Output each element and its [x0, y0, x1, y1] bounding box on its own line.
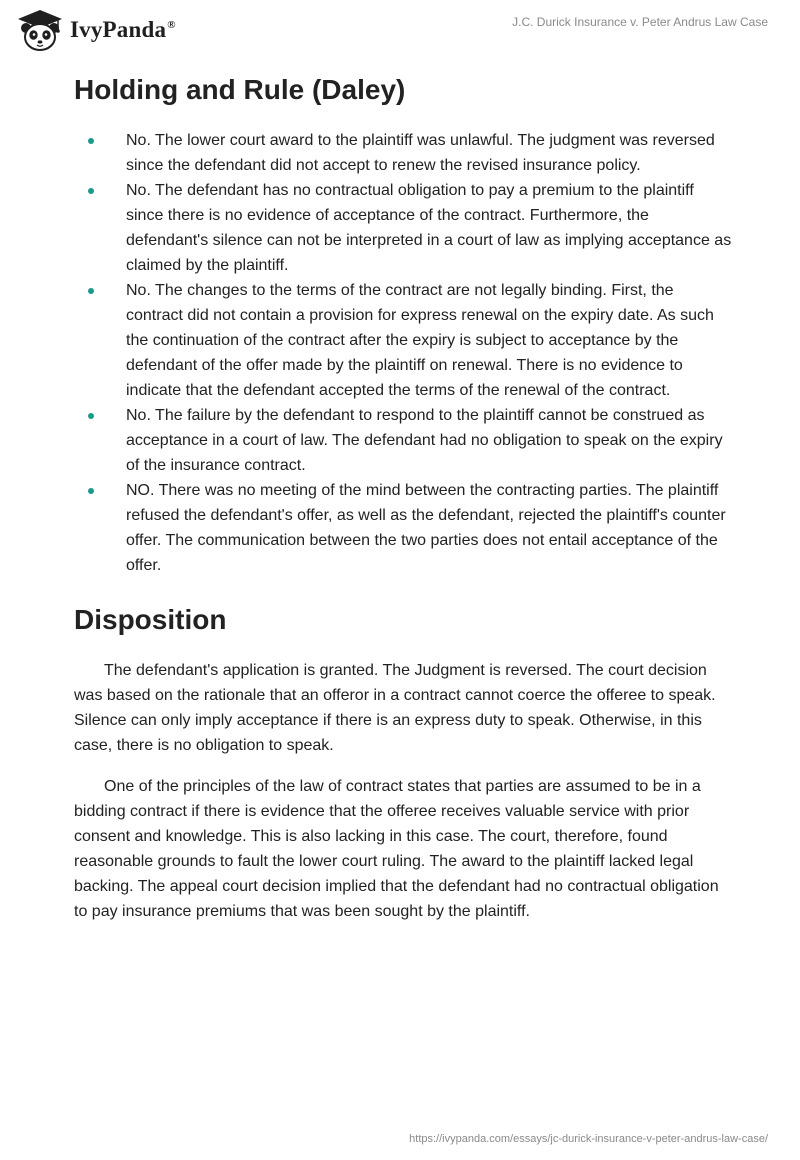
brand-logo[interactable]	[14, 8, 176, 52]
section-heading-disposition: Disposition	[74, 604, 227, 635]
list-item-text: No. The defendant has no contractual obligation to pay a premium to the plaintiff since there is no evidence of acceptance of the contract. Furthermore, the defendant's silence can not be interpreted in a court of law as implying acceptance as claimed by the plaintiff.	[126, 182, 732, 274]
list-item	[74, 478, 734, 578]
list-item	[74, 403, 734, 478]
list-item-text: No. The lower court award to the plaintiff was unlawful. The judgment was reversed since the defendant did not accept to renew the revised insurance policy.	[126, 132, 715, 174]
list-item-text: No. The changes to the terms of the contract are not legally binding. First, the contract did not contain a provision for express renewal on the expiry date. As such the continuation of the contract after the expiry is subject to acceptance by the defendant of the offer made by the plaintiff on renewal. There is no evidence to indicate that the defendant accepted the terms of the renewal of the contract.	[126, 282, 714, 399]
holding-bullet-list	[74, 128, 734, 578]
disposition-paragraph: The defendant's application is granted. The Judgment is reversed. The court decision was based on the rationale that an offeror in a contract cannot coerce the offeree to speak. Silence can only imply acceptance if there is an express duty to speak. Otherwise, in this case, there is no obligation to speak.	[74, 662, 716, 754]
source-url[interactable]: https://ivypanda.com/essays/jc-durick-insurance-v-peter-andrus-law-case/	[409, 1133, 768, 1145]
disposition-paragraph: One of the principles of the law of contract states that parties are assumed to be in a bidding contract if there is evidence that the offeree receives valuable service with prior consent and knowledge. This is also lacking in this case. The court, therefore, found reasonable grounds to fault the lower court ruling. The award to the plaintiff lacked legal backing. The appeal court decision implied that the defendant had no contractual obligation to pay insurance premiums that was been sought by the plaintiff.	[74, 778, 719, 920]
list-item	[74, 128, 734, 178]
registered-mark: ®	[167, 19, 176, 32]
list-item-text: NO. There was no meeting of the mind between the contracting parties. The plaintiff refused the defendant's offer, as well as the defendant, rejected the plaintiff's counter offer. The communication between the two parties does not entail acceptance of the offer.	[126, 482, 726, 574]
document-title: J.C. Durick Insurance v. Peter Andrus Law Case	[512, 15, 768, 29]
panda-graduation-cap-logo-icon	[14, 8, 66, 52]
list-item	[74, 178, 734, 278]
brand-name	[70, 17, 176, 43]
bullet-dot-icon	[88, 188, 94, 194]
bullet-dot-icon	[88, 288, 94, 294]
list-item-text: No. The failure by the defendant to respond to the plaintiff cannot be construed as acceptance in a court of law. The defendant had no obligation to speak on the expiry of the insurance contract.	[126, 407, 723, 474]
section-heading-holding: Holding and Rule (Daley)	[74, 74, 406, 105]
brand-name-text: IvyPanda	[70, 17, 167, 42]
bullet-dot-icon	[88, 138, 94, 144]
article-body	[74, 70, 734, 940]
bullet-dot-icon	[88, 488, 94, 494]
bullet-dot-icon	[88, 413, 94, 419]
page-header	[0, 0, 800, 60]
list-item	[74, 278, 734, 403]
